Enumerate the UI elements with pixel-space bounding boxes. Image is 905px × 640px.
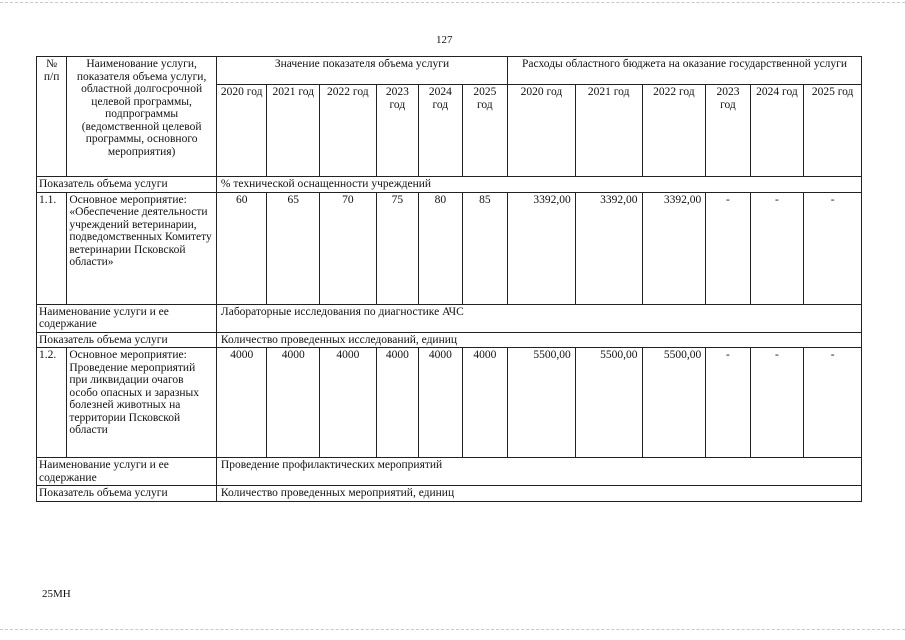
volume-cell: 4000 [462,348,508,458]
volume-cell: 4000 [376,348,418,458]
budget-cell: - [706,348,750,458]
volume-cell: 4000 [216,348,267,458]
budget-year-header: 2021 год [575,85,642,177]
budget-cell: 3392,00 [575,192,642,304]
volume-year-header: 2023 год [376,85,418,177]
volume-cell: 85 [462,192,508,304]
indicator-label: Показатель объема услуги [37,332,217,348]
budget-year-header: 2023 год [706,85,750,177]
service-label: Наименование услуги и ее содержание [37,458,217,486]
volume-cell: 65 [267,192,320,304]
scan-edge-top [0,2,905,7]
table-row [37,348,862,458]
service-row [37,304,862,332]
budget-cell: 5500,00 [508,348,576,458]
volume-cell: 60 [216,192,267,304]
page-number: 127 [436,34,453,46]
service-value: Проведение профилактических мероприятий [216,458,861,486]
budget-table [36,56,862,502]
volume-year-header: 2020 год [216,85,267,177]
volume-year-header: 2022 год [320,85,377,177]
volume-year-header: 2024 год [419,85,462,177]
budget-cell: 5500,00 [642,348,706,458]
volume-year-header: 2021 год [267,85,320,177]
header-name: Наименование услуги, показателя объема услуги, областной долгосрочной целевой программы, подпрограммы (ведомственной целевой программы, основного мероприятия) [67,57,217,177]
indicator-value: Количество проведенных мероприятий, единиц [216,486,861,502]
indicator-row [37,332,862,348]
budget-year-header: 2025 год [804,85,862,177]
budget-cell: 3392,00 [508,192,576,304]
indicator-label: Показатель объема услуги [37,177,217,193]
budget-cell: 5500,00 [575,348,642,458]
indicator-value: Количество проведенных исследований, единиц [216,332,861,348]
header-budget-group: Расходы областного бюджета на оказание государственной услуги [508,57,862,85]
indicator-row [37,177,862,193]
budget-year-header: 2024 год [750,85,804,177]
indicator-label: Показатель объема услуги [37,486,217,502]
header-number: № п/п [37,57,67,177]
volume-cell: 4000 [419,348,462,458]
scan-edge-bottom [0,629,905,634]
service-row [37,458,862,486]
footer-code: 25МН [42,588,71,600]
volume-cell: 70 [320,192,377,304]
table-row [37,192,862,304]
volume-cell: 4000 [267,348,320,458]
row-number: 1.1. [37,192,67,304]
service-value: Лабораторные исследования по диагностике АЧС [216,304,861,332]
budget-year-header: 2022 год [642,85,706,177]
row-number: 1.2. [37,348,67,458]
volume-cell: 80 [419,192,462,304]
indicator-row [37,486,862,502]
volume-year-header: 2025 год [462,85,508,177]
row-name: Основное мероприятие: Проведение мероприятий при ликвидации очагов особо опасных и заразных болезней животных на территории Псковской области [67,348,217,458]
service-label: Наименование услуги и ее содержание [37,304,217,332]
volume-cell: 75 [376,192,418,304]
header-row-groups [37,57,862,85]
header-volume-group: Значение показателя объема услуги [216,57,507,85]
budget-cell: - [750,348,804,458]
budget-cell: - [706,192,750,304]
budget-cell: - [804,348,862,458]
budget-year-header: 2020 год [508,85,576,177]
volume-cell: 4000 [320,348,377,458]
indicator-value: % технической оснащенности учреждений [216,177,861,193]
budget-cell: - [750,192,804,304]
row-name: Основное мероприятие: «Обеспечение деятельности учреждений ветеринарии, подведомственных Комитету ветеринарии Псковской области» [67,192,217,304]
budget-cell: 3392,00 [642,192,706,304]
budget-cell: - [804,192,862,304]
